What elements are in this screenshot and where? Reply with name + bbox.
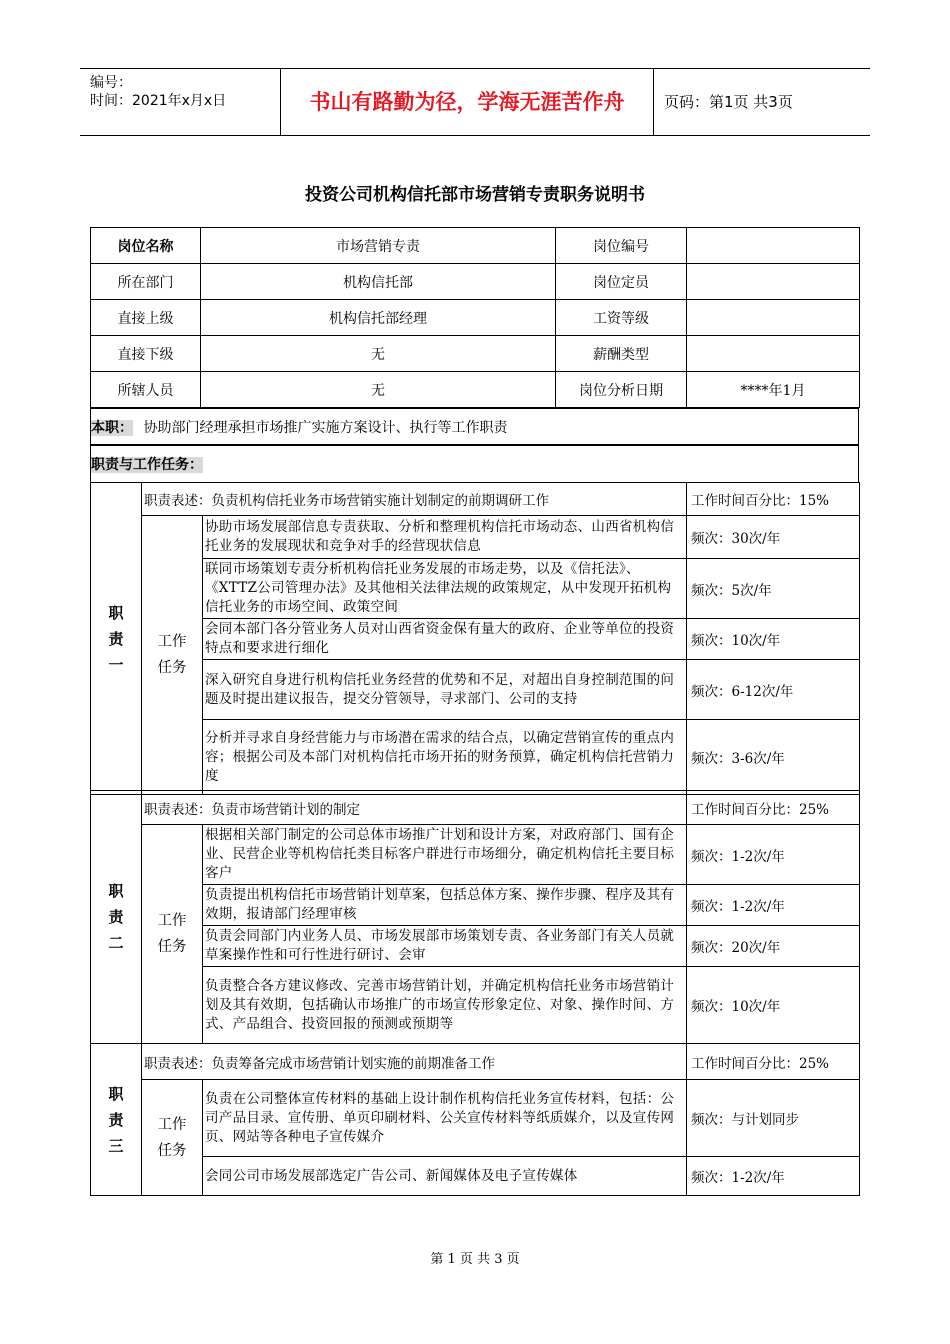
- task-text: 会同公司市场发展部选定广告公司、新闻媒体及电子宣传媒体: [203, 1157, 687, 1196]
- duties-heading-row: [90, 445, 859, 483]
- info-value: 机构信托部经理: [201, 300, 556, 336]
- duty-desc: 职责表述：负责筹备完成市场营销计划实施的前期准备工作: [142, 1044, 687, 1080]
- document-title: 投资公司机构信托部市场营销专责职务说明书: [305, 185, 645, 205]
- task-text: 负责整合各方建议修改、完善市场营销计划，并确定机构信托业务市场营销计划及其有效期，包括确认市场推广的市场宣传形象定位、对象、操作时间、方式、产品组合、投资回报的预测或预期等: [203, 967, 687, 1044]
- task-text: 深入研究自身进行机构信托业务经营的优势和不足，对超出自身控制范围的问题及时提出建议报告，提交分管领导，寻求部门、公司的支持: [203, 660, 687, 720]
- task-text: 协助市场发展部信息专责获取、分析和整理机构信托市场动态、山西省机构信托业务的发展现状和竞争对手的经营现状信息: [203, 516, 687, 559]
- info-value: 无: [201, 336, 556, 372]
- duty-label: [91, 791, 142, 1044]
- task-label-text: 工作任务: [157, 1116, 187, 1159]
- basic-duty-row: [90, 407, 859, 445]
- task-frequency: 频次：1-2次/年: [687, 825, 860, 885]
- info-label: 岗位编号: [556, 228, 687, 264]
- info-value: 市场营销专责: [201, 228, 556, 264]
- task-frequency: 频次：6-12次/年: [687, 660, 860, 720]
- basic-duty-text: 协助部门经理承担市场推广实施方案设计、执行等工作职责: [143, 420, 508, 436]
- task-frequency: 频次：30次/年: [687, 516, 860, 559]
- info-row: [91, 372, 860, 408]
- duty-time-percent: 工作时间百分比：25%: [687, 791, 860, 825]
- task-frequency: 频次：与计划同步: [687, 1080, 860, 1157]
- duty-table-2: [90, 790, 860, 1044]
- duty-time-percent: 工作时间百分比：15%: [687, 483, 860, 516]
- task-text: 负责会同部门内业务人员、市场发展部市场策划专责、各业务部门有关人员就草案操作性和可行性进行研讨、会审: [203, 926, 687, 967]
- info-row: [91, 336, 860, 372]
- header-meta: [80, 69, 281, 135]
- info-label: 岗位名称: [91, 228, 201, 264]
- duty-1-label: 职责一: [108, 603, 124, 674]
- duty-2-label: 职责二: [108, 882, 124, 952]
- duty-label: [91, 483, 142, 795]
- header-page-info: 页码：第1页 共3页: [664, 93, 793, 111]
- task-label: [142, 516, 203, 795]
- task-label: [142, 1080, 203, 1196]
- info-value: 机构信托部: [201, 264, 556, 300]
- info-label: 所辖人员: [91, 372, 201, 408]
- duty-desc: 职责表述：负责市场营销计划的制定: [142, 791, 687, 825]
- duty-label: [91, 1044, 142, 1196]
- info-value: [687, 264, 860, 300]
- page-header: [80, 68, 870, 136]
- info-value: [687, 336, 860, 372]
- task-text: 根据相关部门制定的公司总体市场推广计划和设计方案，对政府部门、国有企业、民营企业等机构信托类目标客户群进行市场细分，确定机构信托主要目标客户: [203, 825, 687, 885]
- task-text: 会同本部门各分管业务人员对山西省资金保有量大的政府、企业等单位的投资特点和要求进行细化: [203, 619, 687, 660]
- date-label: 时间：2021年x月x日: [90, 93, 227, 109]
- position-info-table: [90, 227, 860, 408]
- task-frequency: 频次：1-2次/年: [687, 885, 860, 926]
- info-label: 薪酬类型: [556, 336, 687, 372]
- duty-table-1: [90, 482, 860, 795]
- info-label: 岗位分析日期: [556, 372, 687, 408]
- info-value: 无: [201, 372, 556, 408]
- task-text: 负责提出机构信托市场营销计划草案，包括总体方案、操作步骤、程序及其有效期，报请部门经理审核: [203, 885, 687, 926]
- task-label-text: 工作任务: [157, 913, 187, 955]
- task-frequency: 频次：10次/年: [687, 967, 860, 1044]
- info-label: 工资等级: [556, 300, 687, 336]
- number-label: 编号：: [90, 75, 132, 91]
- task-frequency: 频次：5次/年: [687, 559, 860, 619]
- task-frequency: 频次：1-2次/年: [687, 1157, 860, 1196]
- info-row: [91, 300, 860, 336]
- duty-desc: 职责表述：负责机构信托业务市场营销实施计划制定的前期调研工作: [142, 483, 687, 516]
- info-label: 岗位定员: [556, 264, 687, 300]
- info-value: ****年1月: [687, 372, 860, 408]
- info-value: [687, 300, 860, 336]
- task-frequency: 频次：3-6次/年: [687, 720, 860, 795]
- basic-duty-label: 本职：: [91, 420, 133, 436]
- task-text: 联同市场策划专责分析机构信托业务发展的市场走势，以及《信托法》、《XTTZ公司管理办法》及其他相关法律法规的政策规定，从中发现开拓机构信托业务的市场空间、政策空间: [203, 559, 687, 619]
- duties-heading: 职责与工作任务：: [91, 457, 203, 473]
- task-frequency: 频次：10次/年: [687, 619, 860, 660]
- info-label: 所在部门: [91, 264, 201, 300]
- task-text: 分析并寻求自身经营能力与市场潜在需求的结合点，以确定营销宣传的重点内容；根据公司及本部门对机构信托市场开拓的财务预算，确定机构信托营销力度: [203, 720, 687, 795]
- duty-time-percent: 工作时间百分比：25%: [687, 1044, 860, 1080]
- task-frequency: 频次：20次/年: [687, 926, 860, 967]
- task-label: [142, 825, 203, 1044]
- page-footer: 第 1 页 共 3 页: [430, 1252, 520, 1267]
- duty-3-label: 职责三: [108, 1084, 124, 1155]
- task-label-text: 工作任务: [157, 634, 187, 676]
- info-row: [91, 228, 860, 264]
- header-motto: 书山有路勤为径，学海无涯苦作舟: [281, 69, 654, 135]
- info-row: [91, 264, 860, 300]
- info-label: 直接上级: [91, 300, 201, 336]
- info-label: 直接下级: [91, 336, 201, 372]
- task-text: 负责在公司整体宣传材料的基础上设计制作机构信托业务宣传材料，包括：公司产品目录、宣传册、单页印刷材料、公关宣传材料等纸质媒介，以及宣传网页、网站等各种电子宣传媒介: [203, 1080, 687, 1157]
- duty-table-3: [90, 1043, 860, 1196]
- info-value: [687, 228, 860, 264]
